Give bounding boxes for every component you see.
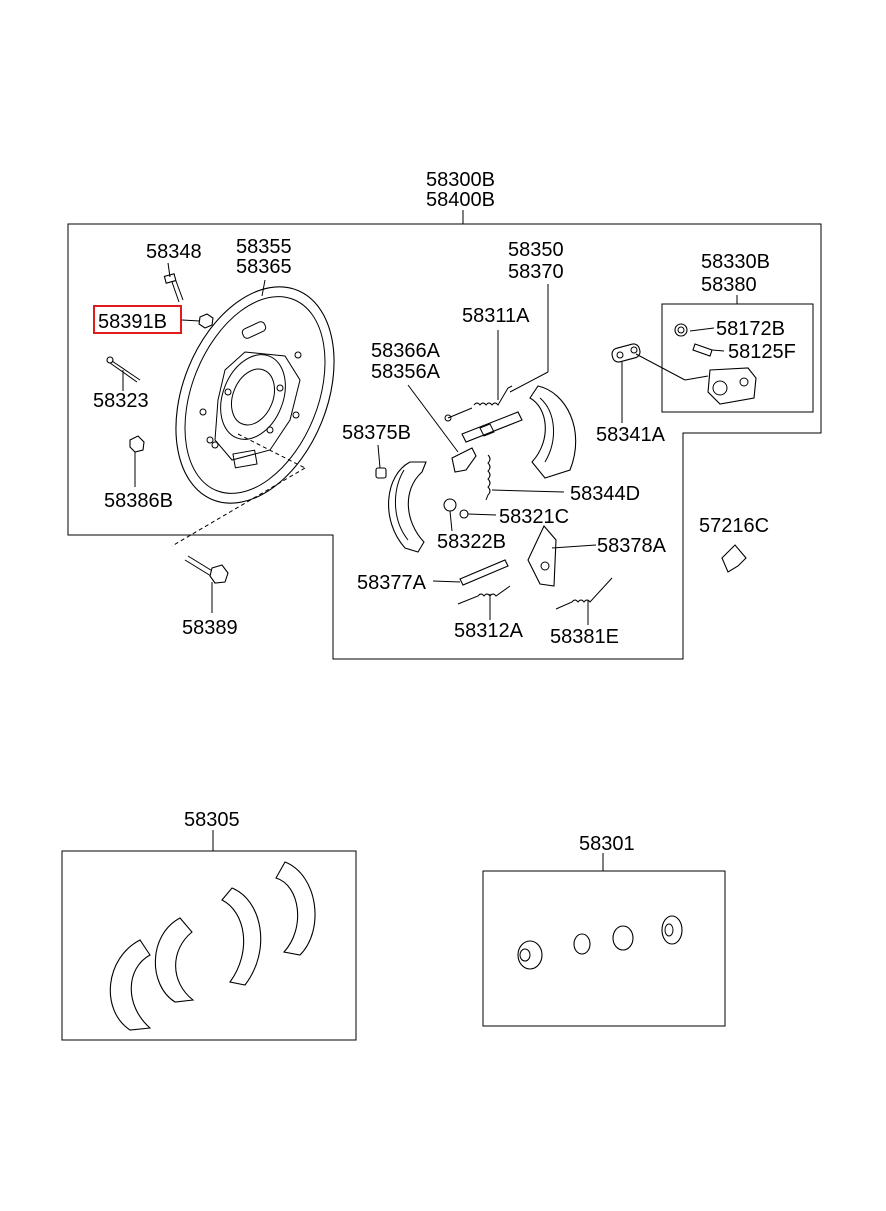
pin-58375B-drawing — [376, 468, 386, 478]
spring-58311A-drawing — [445, 386, 512, 421]
plug-58386B-drawing — [130, 436, 144, 452]
shoe-kit-frame — [62, 851, 356, 1040]
strut-58377A-drawing — [460, 560, 508, 585]
nut-58391B-drawing — [199, 314, 213, 328]
label-58348[interactable]: 58348 — [146, 241, 202, 263]
shoe-kit-drawing — [110, 862, 315, 1030]
adjuster-drawing — [462, 412, 522, 442]
shoe-right-drawing — [530, 386, 576, 478]
screw-58125F-drawing — [693, 344, 712, 356]
label-57216C[interactable]: 57216C — [699, 515, 770, 537]
label-58391B[interactable]: 58391B — [98, 311, 167, 333]
plate-58378A-drawing — [528, 526, 556, 586]
shoe-left-drawing — [389, 462, 426, 552]
label-58344D[interactable]: 58344D — [570, 483, 641, 505]
label-58381E[interactable]: 58381E — [550, 626, 619, 648]
label-58370[interactable]: 58370 — [508, 261, 564, 283]
label-assembly-bottom[interactable]: 58400B — [426, 189, 495, 211]
lever-58366A-drawing — [452, 448, 476, 472]
repair-kit-drawing — [518, 916, 682, 969]
label-assembly-top[interactable]: 58300B — [426, 169, 495, 191]
label-58305[interactable]: 58305 — [184, 809, 240, 831]
label-58365[interactable]: 58365 — [236, 256, 292, 278]
label-58375B[interactable]: 58375B — [342, 422, 411, 444]
label-58355[interactable]: 58355 — [236, 236, 292, 258]
label-58330B[interactable]: 58330B — [701, 251, 770, 273]
label-58301[interactable]: 58301 — [579, 833, 635, 855]
spring-58381E-drawing — [556, 578, 612, 609]
label-58380[interactable]: 58380 — [701, 274, 757, 296]
label-58321C[interactable]: 58321C — [499, 506, 570, 528]
label-58350[interactable]: 58350 — [508, 239, 564, 261]
clip-57216C-drawing — [722, 545, 746, 572]
label-58378A[interactable]: 58378A — [597, 535, 666, 557]
spring-58321C-drawing — [460, 510, 468, 518]
label-58366A[interactable]: 58366A — [371, 340, 440, 362]
label-58312A[interactable]: 58312A — [454, 620, 523, 642]
label-58389[interactable]: 58389 — [182, 617, 238, 639]
wheel-cylinder-drawing — [708, 368, 756, 404]
label-58125F[interactable]: 58125F — [728, 341, 796, 363]
bolt-58389-drawing — [185, 556, 228, 583]
gasket-58341A-drawing — [611, 343, 642, 364]
label-58377A[interactable]: 58377A — [357, 572, 426, 594]
label-58311A[interactable]: 58311A — [462, 305, 530, 327]
backing-plate-drawing — [146, 263, 364, 526]
label-58322B[interactable]: 58322B — [437, 531, 506, 553]
bleeder-58172B-drawing — [675, 324, 687, 336]
cup-58322B-drawing — [444, 499, 456, 511]
spring-58312A-drawing — [458, 586, 510, 604]
label-58172B[interactable]: 58172B — [716, 318, 785, 340]
label-58356A[interactable]: 58356A — [371, 361, 440, 383]
bolt-58348-drawing — [164, 274, 183, 302]
label-58341A[interactable]: 58341A — [596, 424, 665, 446]
spring-58344D-drawing — [486, 455, 490, 500]
label-58323[interactable]: 58323 — [93, 390, 149, 412]
label-58386B[interactable]: 58386B — [104, 490, 173, 512]
